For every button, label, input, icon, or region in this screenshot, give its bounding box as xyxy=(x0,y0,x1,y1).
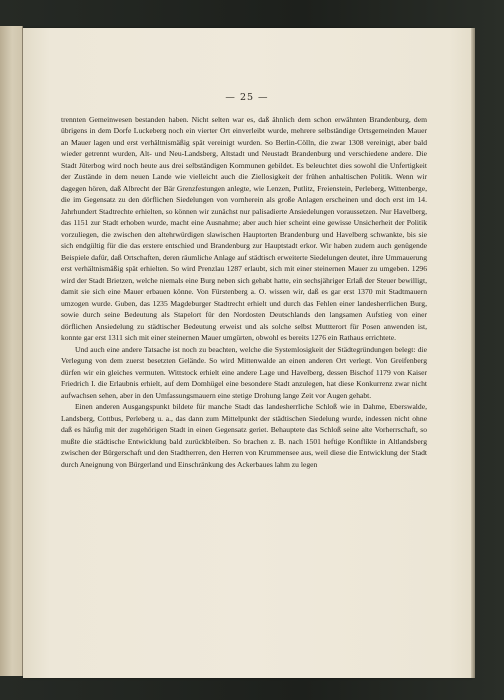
page-body-text xyxy=(61,114,427,470)
book-page xyxy=(23,28,471,678)
page-right-edge xyxy=(471,28,475,678)
paragraph-3: Einen anderen Ausgangspunkt bildete für manche Stadt das landesherrliche Schloß wie in Dahme, Eberswalde, Landsberg, Cottbus, Perleberg u. a., das dann zum Mittelpunkt der städtischen Siedelung wurde, indessen nicht ohne daß es häufig mit der zugehörigen Stadt in einen Gegensatz geriet. Behauptete das Schloß seine alte Vorherrschaft, so mußte die städtische Entwicklung bald zurückbleiben. So brachen z. B. nach 1501 heftige Konflikte in Altlandsberg zwischen der Bürgerschaft und den Stadtherren, den Herren von Krummensee aus, weil diese die Entwicklung der Stadt durch Aneignung von Bürgerland und Einschränkung des Ackerbaues lahm zu legen xyxy=(61,402,427,469)
paragraph-1: trennten Gemeinwesen bestanden haben. Nicht selten war es, daß ähnlich dem schon erwähnten Brandenburg, dem übrigens in dem Dorfe Luckeberg noch ein vierter Ort einverleibt wurde, mehrere selbständige Ortsgemeinden Mauer an Mauer lagen und erst verhältnismäßig spät vereinigt wurden. So Berlin-Cölln, die zwar 1308 vereinigt, aber bald wieder getrennt wurden, Alt- und Neu-Landsberg, Altstadt und Neustadt Brandenburg und verschiedene andere. Die Stadt Jüterbog wird noch heute aus drei selbständigen Kommunen gebildet. Es beleuchtet dies sowohl die Unfertigkeit der Zustände in dem neuen Lande wie vielleicht auch die Ziellosigkeit der frühen anhaltischen Politik. Wenn wir dagegen hören, daß Albrecht der Bär Grenzfestungen anlegte, wie Lenzen, Putlitz, Freienstein, Perleberg, Wittenberge, die im Gegensatz zu den dörflichen Siedelungen von vornherein als große Anlagen erscheinen und doch erst im 14. Jahrhundert Stadtrechte erhielten, so können wir zunächst nur palisadierte Ansiedelungen voraussetzen. Nur Havelberg, das 1151 zur Stadt erhoben wurde, macht eine Ausnahme; aber auch hier scheint eine gewisse Unsicherheit der Politik vorzuliegen, die zwischen den altehrwürdigen slawischen Hauptorten Brandenburg und Havelberg schwankte, bis sie sich endgültig für die das erstere entschied und Brandenburg zur Hauptstadt erkor. Wir haben zudem auch genügende Beispiele dafür, daß Ortschaften, deren räumliche Anlage auf städtisch erweiterte Siedelungen deutet, ihre Ummauerung erst verhältnismäßig spät erhielten. So wird Prenzlau 1287 erlaubt, sich mit einer steinernen Mauer zu umgeben. 1296 wird der Stadt Brietzen, welche niemals eine Burg neben sich gehabt hatte, ein sechsjähriger Erlaß der Steuer bewilligt, damit sie sich eine Mauer erbauen könne. Von Fürstenberg a. O. wissen wir, daß es gar erst 1370 mit Stadtmauern umzogen wurde. Guben, das 1235 Magdeburger Stadtrecht erhielt und durch das Fehlen einer landesherrlichen Burg, sowie durch seine Bedeutung als Stapelort für den Nordosten Deutschlands den langsamen Aufstieg von einer dörflichen Ansiedelung zu städtischer Bedeutung erweist und als solche selbst Muttterort für Posen anwenden ist, konnte gar erst 1311 sich mit einer steinernen Mauer umgürten, obwohl es bereits 1276 ein Rathaus errichtete. xyxy=(61,115,427,343)
previous-page-edge xyxy=(0,26,23,676)
page-number: — 25 — xyxy=(225,92,269,103)
paragraph-2: Und auch eine andere Tatsache ist noch zu beachten, welche die Systemlosigkeit der Städtegründungen belegt: die Verlegung von dem zuerst besetzten Gelände. So wird Mittenwalde an einen anderen Ort verlegt. Von Greifenberg dürfen wir ein gleiches vermuten. Wittstock erhielt eine andere Lage und Havelberg, dessen Bischof 1179 von Kaiser Friedrich I. die Erlaubnis erhielt, auf dem Domhügel eine besondere Stadt anzulegen, hat diese Konkurrenz zwar nicht aufwachsen sehen, aber in den Umfassungsmauern eine stetige Drohung lange Zeit vor Augen gehabt. xyxy=(61,344,427,400)
